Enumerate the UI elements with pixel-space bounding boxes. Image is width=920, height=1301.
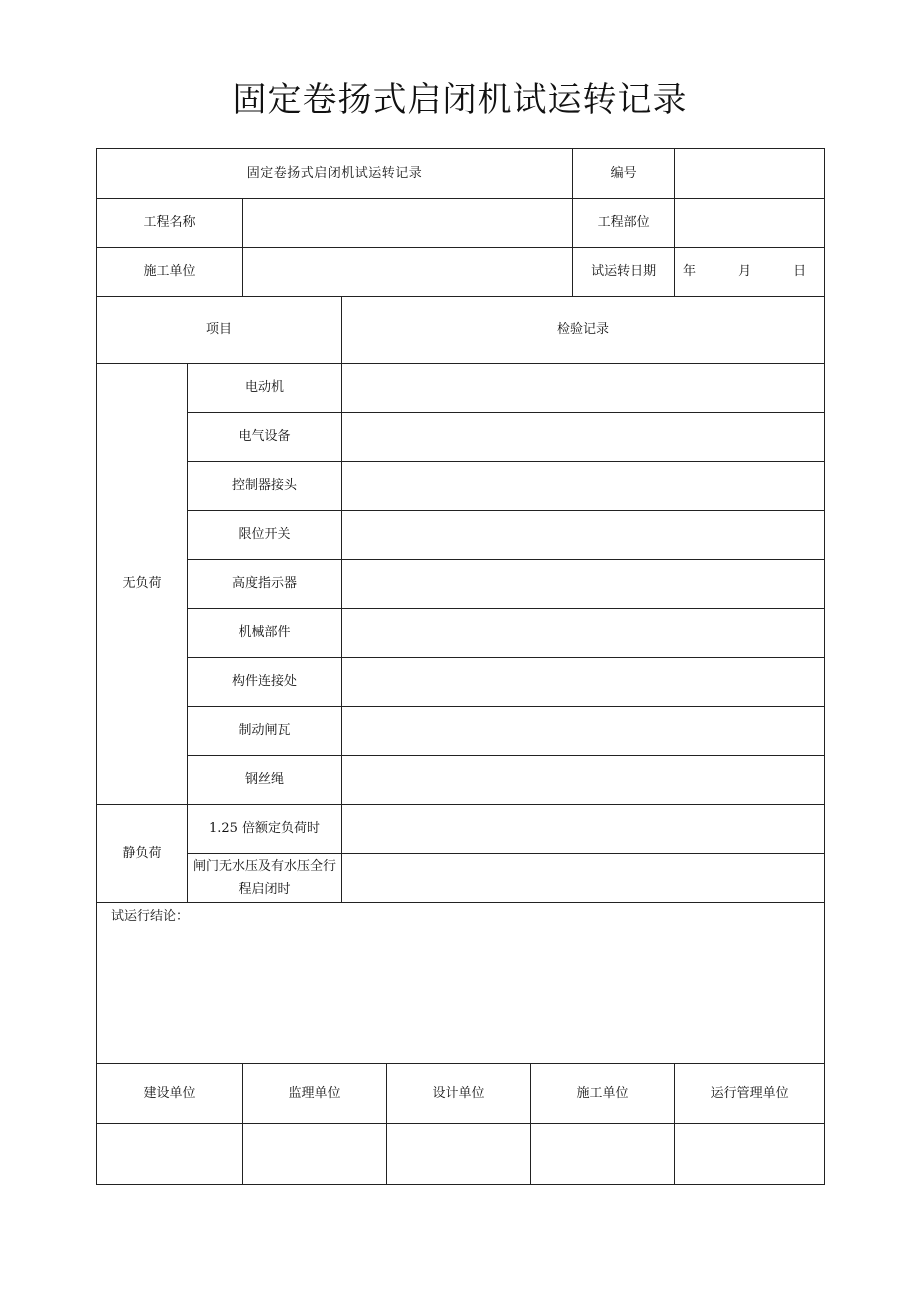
- static-load-label: 静负荷: [97, 805, 188, 903]
- signature-field[interactable]: [387, 1124, 531, 1185]
- record-column-header: 检验记录: [342, 297, 825, 364]
- signature-field[interactable]: [243, 1124, 387, 1185]
- conclusion-row: [97, 903, 825, 1064]
- table-row: [97, 707, 825, 756]
- record-field[interactable]: [342, 560, 825, 609]
- project-name-field[interactable]: [243, 199, 573, 248]
- column-header-row: [97, 297, 825, 364]
- page-title: 固定卷扬式启闭机试运转记录: [232, 80, 688, 120]
- project-name-label: 工程名称: [97, 199, 243, 248]
- number-field[interactable]: [675, 149, 825, 199]
- project-part-label: 工程部位: [573, 199, 675, 248]
- table-row: [97, 560, 825, 609]
- item-name: 电气设备: [188, 413, 342, 462]
- table-row: [97, 462, 825, 511]
- signature-unit-label: 设计单位: [387, 1064, 531, 1124]
- item-name: 机械部件: [188, 609, 342, 658]
- record-field[interactable]: [342, 609, 825, 658]
- record-field[interactable]: [342, 658, 825, 707]
- item-name: 高度指示器: [188, 560, 342, 609]
- project-part-field[interactable]: [675, 199, 825, 248]
- date-year: 年: [683, 264, 697, 279]
- table-row: [97, 609, 825, 658]
- signature-row: [97, 1124, 825, 1185]
- record-field[interactable]: [342, 511, 825, 560]
- record-field[interactable]: [342, 707, 825, 756]
- item-name: 电动机: [188, 364, 342, 413]
- table-row: [97, 364, 825, 413]
- test-date-label: 试运转日期: [573, 248, 675, 297]
- test-run-record-form: [96, 148, 825, 1185]
- table-row: [97, 413, 825, 462]
- signature-field[interactable]: [97, 1124, 243, 1185]
- date-month: 月: [738, 264, 752, 279]
- item-name: 闸门无水压及有水压全行程启闭时: [188, 854, 342, 903]
- record-field[interactable]: [342, 805, 825, 854]
- item-name: 1.25 倍额定负荷时: [188, 805, 342, 854]
- record-field[interactable]: [342, 756, 825, 805]
- construction-unit-label: 施工单位: [97, 248, 243, 297]
- table-row: [97, 756, 825, 805]
- header-row-project: [97, 199, 825, 248]
- record-field[interactable]: [342, 413, 825, 462]
- signature-unit-label: 运行管理单位: [675, 1064, 825, 1124]
- conclusion-field[interactable]: [97, 903, 825, 1064]
- record-field[interactable]: [342, 854, 825, 903]
- signature-field[interactable]: [675, 1124, 825, 1185]
- header-row-title: [97, 149, 825, 199]
- record-field[interactable]: [342, 364, 825, 413]
- number-label: 编号: [573, 149, 675, 199]
- item-name: 钢丝绳: [188, 756, 342, 805]
- table-row: [97, 658, 825, 707]
- table-row: [97, 805, 825, 854]
- construction-unit-field[interactable]: [243, 248, 573, 297]
- date-day: 日: [793, 264, 807, 279]
- header-row-unit-date: [97, 248, 825, 297]
- item-name: 构件连接处: [188, 658, 342, 707]
- record-field[interactable]: [342, 462, 825, 511]
- signature-unit-label: 施工单位: [531, 1064, 675, 1124]
- no-load-label: 无负荷: [97, 364, 188, 805]
- item-name: 控制器接头: [188, 462, 342, 511]
- signature-unit-label: 监理单位: [243, 1064, 387, 1124]
- signature-field[interactable]: [531, 1124, 675, 1185]
- test-date-field[interactable]: [675, 248, 825, 297]
- form-title: 固定卷扬式启闭机试运转记录: [97, 149, 573, 199]
- item-column-header: 项目: [97, 297, 342, 364]
- item-name: 制动闸瓦: [188, 707, 342, 756]
- signature-unit-label: 建设单位: [97, 1064, 243, 1124]
- conclusion-label: 试运行结论：: [111, 909, 190, 924]
- item-name: 限位开关: [188, 511, 342, 560]
- table-row: [97, 511, 825, 560]
- signature-header-row: [97, 1064, 825, 1124]
- table-row: [97, 854, 825, 903]
